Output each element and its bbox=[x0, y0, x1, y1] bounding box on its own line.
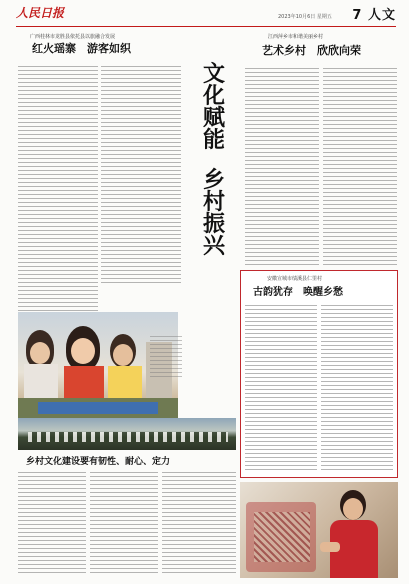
left-article-kicker: 广西桂林市龙胜县依托县以旅融合发展 bbox=[30, 34, 116, 40]
right-article-text-col1 bbox=[245, 68, 319, 266]
boxed-article-headline: 古韵犹存 唤醒乡愁 bbox=[253, 287, 343, 298]
boxed-article-text-col2 bbox=[321, 305, 393, 473]
feature-title-char: 振 bbox=[202, 212, 225, 237]
left-article-text-col2 bbox=[101, 66, 181, 286]
village-landscape-photo bbox=[18, 418, 236, 450]
right-article-text-col2 bbox=[323, 68, 397, 266]
masthead-rule bbox=[16, 26, 396, 27]
issue-date: 2023年10月6日 星期五 bbox=[278, 14, 332, 20]
section-title: 7 人文 bbox=[352, 8, 396, 23]
feature-title-char: 化 bbox=[202, 84, 225, 109]
feature-title bbox=[188, 64, 240, 258]
bottom-article-text-col1 bbox=[18, 472, 86, 576]
feature-title-char: 乡 bbox=[202, 168, 225, 193]
feature-title-char: 能 bbox=[202, 128, 225, 153]
feature-title-char: 村 bbox=[202, 190, 225, 215]
feature-title-char: 赋 bbox=[202, 106, 225, 131]
photo-caption-lines bbox=[150, 336, 182, 380]
boxed-article bbox=[240, 270, 398, 478]
woman-weaving-photo bbox=[240, 482, 398, 578]
feature-title-char: 文 bbox=[202, 62, 225, 87]
bottom-article-text-col3 bbox=[162, 472, 236, 576]
feature-title-char: 兴 bbox=[202, 234, 225, 259]
boxed-article-text-col1 bbox=[245, 305, 317, 473]
bottom-article-headline: 乡村文化建设要有韧性、耐心、定力 bbox=[26, 457, 171, 467]
bottom-article-text-col2 bbox=[90, 472, 158, 576]
left-article-headline: 红火瑶寨 游客如织 bbox=[32, 42, 131, 55]
masthead bbox=[16, 4, 396, 26]
right-article-kicker: 江西萍乡市和谐美丽乡村 bbox=[268, 34, 324, 40]
boxed-article-kicker: 安徽宣城市绩溪县仁里村 bbox=[267, 276, 323, 282]
right-article-headline: 艺术乡村 欣欣向荣 bbox=[262, 44, 361, 57]
left-article-text-col1 bbox=[18, 66, 98, 324]
newspaper-logo: 人民日报 bbox=[16, 6, 65, 20]
